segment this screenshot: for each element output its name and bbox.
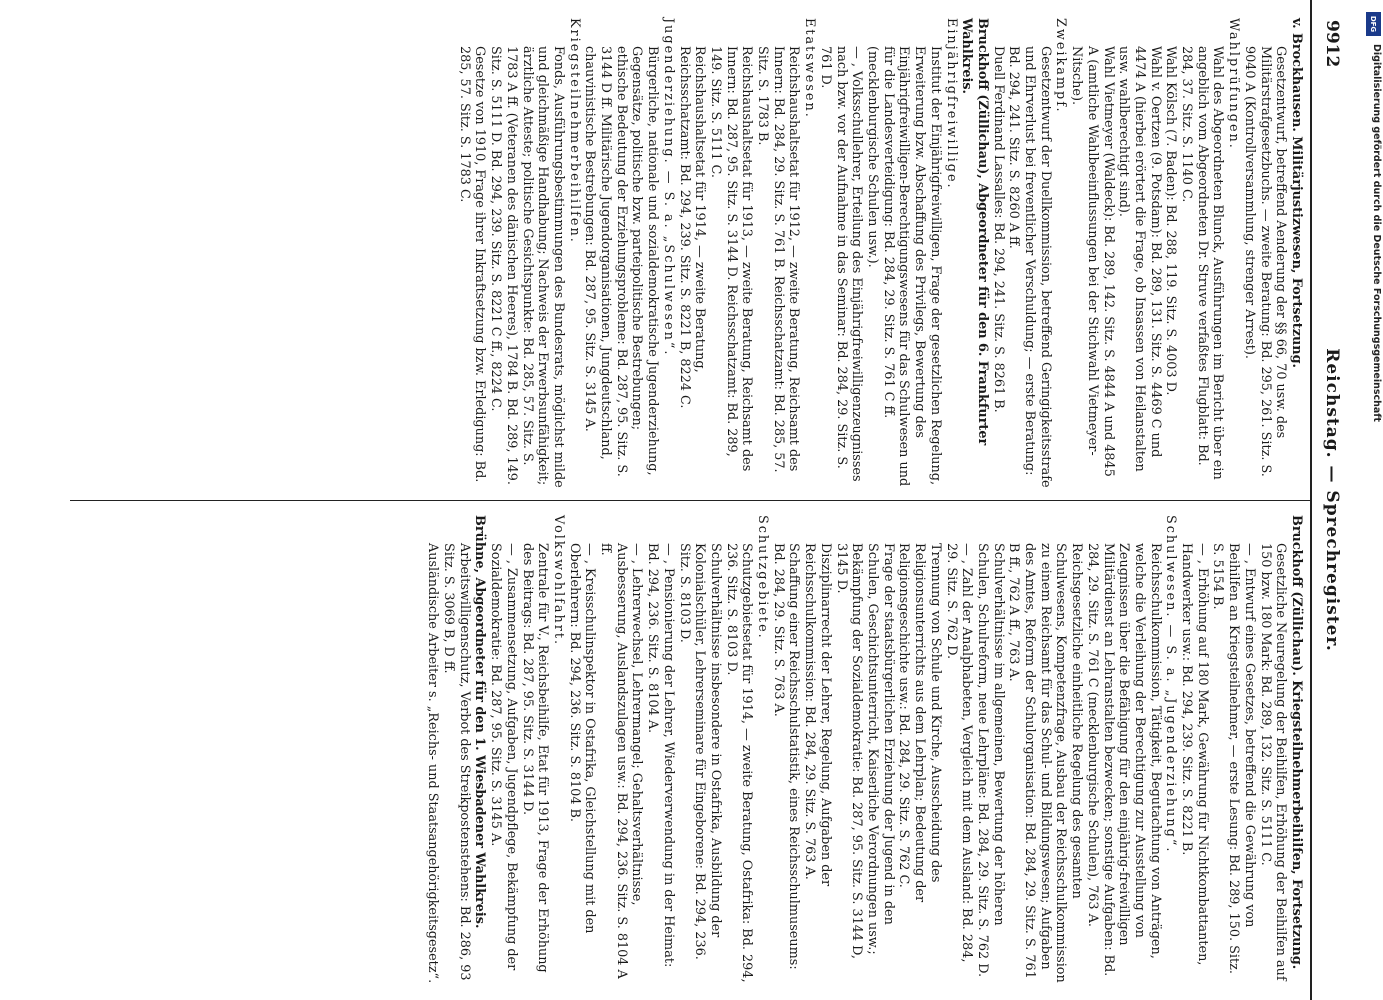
register-entry: Gesetzentwurf, betreffend Aenderung der §§ 66, 70 usw. des Militärstrafgesetzbuchs. — zweite Beratung: Bd. 295, 261. Sitz. S. 9040 A (Kontrollversammlung, strenger Arrest). [1241,46,1289,477]
register-entry: — , Erhöhung auf 180 Mark, Gewährung für Nichtkombattanten, Handwerker usw.: Bd. 294, 239. Sitz. S. 8221 B. [1179,543,1210,966]
register-entry: — , Volksschullehrer, Erteilung des Einjährigfreiwilligenzeugnisses nach bzw. vor der Aufnahme in das Seminar: Bd. 284, 29. Sitz. S. 761 D. [817,46,865,482]
register-entry: — , Zusammensetzung, Aufgaben, Jugendpflege, Bekämpfung der Sozialdemokratie: Bd. 287, 95. Sitz. S. 3145 A. [488,543,519,971]
register-entry: Institut der Einjährigfreiwilligen, Frage der gesetzlichen Regelung, Erweiterung bzw. Abschaffung des Privilegs, Bewertung des Einjährigfreiwilligen-Berechtigungswesens für das Schulwesen und für die Landesverteidigung: Bd. 284, 29. Sitz. S. 761 C ff. (mecklenburgische Schulen usw.). [865,46,943,487]
register-entry: Schulverhältnisse insbesondere in Ostafrika, Ausbildung der Kolonialschüler, Lehrerseminare für Eingeborene: Bd. 294, 236. Sitz. S. 8103 D. [676,543,723,960]
scanned-page [50,0,1350,1000]
register-entry: Zentrale für V., Reichsbeihilfe, Etat für 1913, Frage der Erhöhung des Beitrags: Bd. 287, 95. Sitz. S. 3144 D. [519,543,551,973]
dfg-logo: DFG [1366,12,1381,36]
section-heading: Jugenderziehung. — S. a. „Schulwesen“. [660,18,676,357]
register-entry: Schutzgebietsetat für 1914, — zweite Beratung, Ostafrika: Bd. 294, 236. Sitz. S. 8103 D. [723,543,755,983]
section-heading: Schutzgebiete. [755,515,771,640]
register-entry: Gesetzliche Neuregelung der Beihilfen, Erhöhung der Beihilfen auf 150 bzw. 180 Mark: Bd. 289, 132. Sitz. S. 5111 C. [1257,543,1289,981]
register-entry: Trennung von Schule und Kirche, Ausscheidung des Religionsunterrichts aus dem Lehrplan; Bedeutung der Religionsgeschichte usw.: Bd. 284, 29. Sitz. S. 762 C. [896,543,943,903]
page-header [1320,20,1342,980]
register-entry: Disziplinarrecht der Lehrer, Regelung, Aufgaben der Reichsschulkommission: Bd. 284, 29. Sitz. S. 763 A. [802,543,833,887]
register-entry: Gesetzentwurf der Duellkommission, betreffend Geringigkeitsstrafe und Ehrverlust bei freventlicher Verschuldung; — erste Beratung: Bd. 294, 241. Sitz. S. 8260 A ff. [1006,46,1053,488]
section-heading: Schulwesen. — S. a. „Jugenderziehung“. [1163,515,1179,854]
register-entry: Reichshaushaltsetat für 1913, — zweite Beratung, Reichsamt des Innern: Bd. 287, 95. Sitz. S. 3144 D. Reichsschatzamt: Bd. 289, 149. Sitz. S. 5111 C. [707,46,755,472]
register-entry: Schulverhältnisse im allgemeinen, Bewertung der höheren Schulen, Schulreform, neue Lehrpläne: Bd. 284, 29. Sitz. S. 762 D. [974,543,1006,978]
register-entry: Gesetze von 1910, Frage ihrer Inkraftsetzung bzw. Erledigung: Bd. 285, 57. Sitz. S. 1783 C. [456,46,488,483]
column-divider [70,500,1310,501]
section-heading: Wahlprüfungen. [1226,18,1242,150]
funding-note [1368,44,1383,564]
header-rule [1310,0,1312,1000]
right-column [425,515,1304,985]
section-heading: Volkswohlfahrt. [550,515,566,647]
entry-heading: Bruckhoff (Züllichau). Kriegsteilnehmerbeihilfen, Fortsetzung. [1289,515,1304,970]
left-column [456,18,1304,488]
register-entry: — , Entwurf eines Gesetzes, betreffend die Gewährung von Beihilfen an Kriegsteilnehmer, — erste Lesung: Bd. 289, 150. Sitz. S. 5154 B. [1210,543,1257,974]
section-heading: Etatswesen. [802,18,818,119]
register-entry: Reichsschulkommission, Tätigkeit, Begutachtung von Anträgen, welche die Verleihung der Berechtigung zur Ausstellung von Zeugnissen über die Befähigung für den einjährig-freiwilligen Militärdienst an Lehranstalten bezwecken; sonstige Aufgaben: Bd. 284, 29. Sitz. S. 761 C (mecklenburgische Schulen), 763 A. [1084,543,1163,977]
register-entry: Reichshaushaltsetat für 1912, — zweite Beratung, Reichsamt des Innern: Bd. 284, 29. Sitz. S. 761 B. Reichsschatzamt: Bd. 285, 57. Sitz. S. 1783 B. [755,46,802,473]
register-entry: Wahl v. Oertzen (9. Potsdam): Bd. 289, 131. Sitz. S. 4469 C und 4474 A (hierbei erörtert die Frage, ob Insassen von Heilanstalten usw. wahlberechtigt sind). [1116,46,1163,472]
register-entry: Wahl des Abgeordneten Blunck, Ausführungen im Bericht über ein angeblich vom Abgeordneten Dr. Struve verfaßtes Flugblatt: Bd. 284, 37. Sitz. S. 1140 C. [1179,46,1226,480]
section-heading: Einjährigfreiwillige. [943,18,959,190]
register-entry: Reichshaushaltsetat für 1914, — zweite Beratung, Reichsschatzamt: Bd. 294, 239. Sitz. S. 8221 B, 8224 C. [676,46,708,409]
register-entry: Ausländische Arbeiter s. „Reichs- und Staatsangehörigkeitsgesetz“. [425,543,441,984]
register-entry: Wahl Kölsch (7. Baden): Bd. 288, 119. Sitz. S. 4003 D. [1163,46,1179,396]
funding-note-text: Digitalisierung gefördert durch die Deutsche Forschungsgemeinschaft [1371,44,1382,422]
register-entry: Bürgerliche, nationale und sozialdemokratische Jugenderziehung, Gegensätze, politische bzw. parteipolitische Bestrebungen; ethische Bedeutung der Erziehungsprobleme: Bd. 287, 95. Sitz. S. 3144 D ff. Militärische Jugendorganisationen, Jungdeutschland, chauvinistische Bestrebungen: Bd. 287, 95. Sitz. S. 3145 A. [582,46,661,477]
register-entry: Wahl Vietmeyer (Waldeck): Bd. 289, 142. Sitz. S. 4844 A und 4845 A (amtliche Wahlbeeinflussungen bei der Stichwahl Vietmeyer-Nitsche). [1069,46,1116,477]
register-entry: Schaffung einer Reichsschulstatistik, eines Reichsschulmuseums: Bd. 284, 29. Sitz. S. 763 A. [770,543,802,970]
register-entry: Frage der staatsbürgerlichen Erziehung der Jugend in den Schulen, Geschichtsunterricht, Kaiserliche Verordnungen usw.; Bekämpfung der Sozialdemokratie: Bd. 287, 95. Sitz. S. 3144 D, 3145 D. [833,543,896,959]
entry-heading: Bruckhoff (Züllichau), Abgeordneter für den 6. Frankfurter Wahlkreis. [959,18,990,446]
register-entry: Fonds, Ausführungsbestimmungen des Bundesrats, möglichst milde und gleichmäßige Handhabung; Nachweis der Erwerbsunfähigkeit; ärztliche Atteste; politische Gesichtspunkte: Bd. 285, 57. Sitz. S. 1783 A ff. (Veteranen des dänischen Heeres), 1784 B. Bd. 289, 149. Sitz. S. 5111 D. Bd. 294, 239. Sitz. S. 8221 C ff., 8224 C. [488,46,566,488]
running-title: Reichstag. — Sprechregister. [1322,348,1342,652]
register-entry: Duell Ferdinand Lassalles: Bd. 294, 241. Sitz. S. 8261 B. [990,46,1006,413]
entry-heading: v. Brockhausen. Militärjustizwesen, Fortsetzung. [1289,18,1304,368]
entry-heading: Brühne, Abgeordneter für den 1. Wiesbadener Wahlkreis. [472,515,488,929]
register-entry: Reichsgesetzliche einheitliche Regelung des gesamten Schulwesens, Kompetenzfrage, Ausbau der Reichsschulkommission zu einem Reichsamt für das Schul- und Bildungswesen; Aufgaben des Amtes, Reform der Schulorganisation: Bd. 284, 29. Sitz. S. 761 B ff., 762 A ff., 763 A. [1006,543,1085,983]
page-number: 9912 [1322,20,1342,68]
register-entry: Arbeitswilligenschutz, Verbot des Streikpostenstehens: Bd. 286, 93 Sitz. S. 3069 B, D ff. [441,543,472,981]
section-heading: Kriegsteilnehmerbeihilfen. [566,18,582,244]
register-entry: — , Lehrerwechsel, Lehrermangel; Gehaltsverhältnisse, Ausbesserung, Auslandszulagen usw.: Bd. 294, 236. Sitz. S. 8104 A ff. [598,543,645,979]
section-heading: Zweikampf. [1053,18,1069,114]
register-entry: — , Kreisschulinspektor in Ostafrika, Gleichstellung mit den Oberlehrern: Bd. 294, 236. Sitz. S. 8104 B. [566,543,598,934]
register-entry: — , Pensionierung der Lehrer, Wiederverwendung in der Heimat: Bd. 294, 236. Sitz. S. 8104 A. [645,543,676,968]
register-entry: — , Zahl der Analphabeten, Vergleich mit dem Ausland: Bd. 284, 29. Sitz. S. 762 D. [943,543,975,963]
